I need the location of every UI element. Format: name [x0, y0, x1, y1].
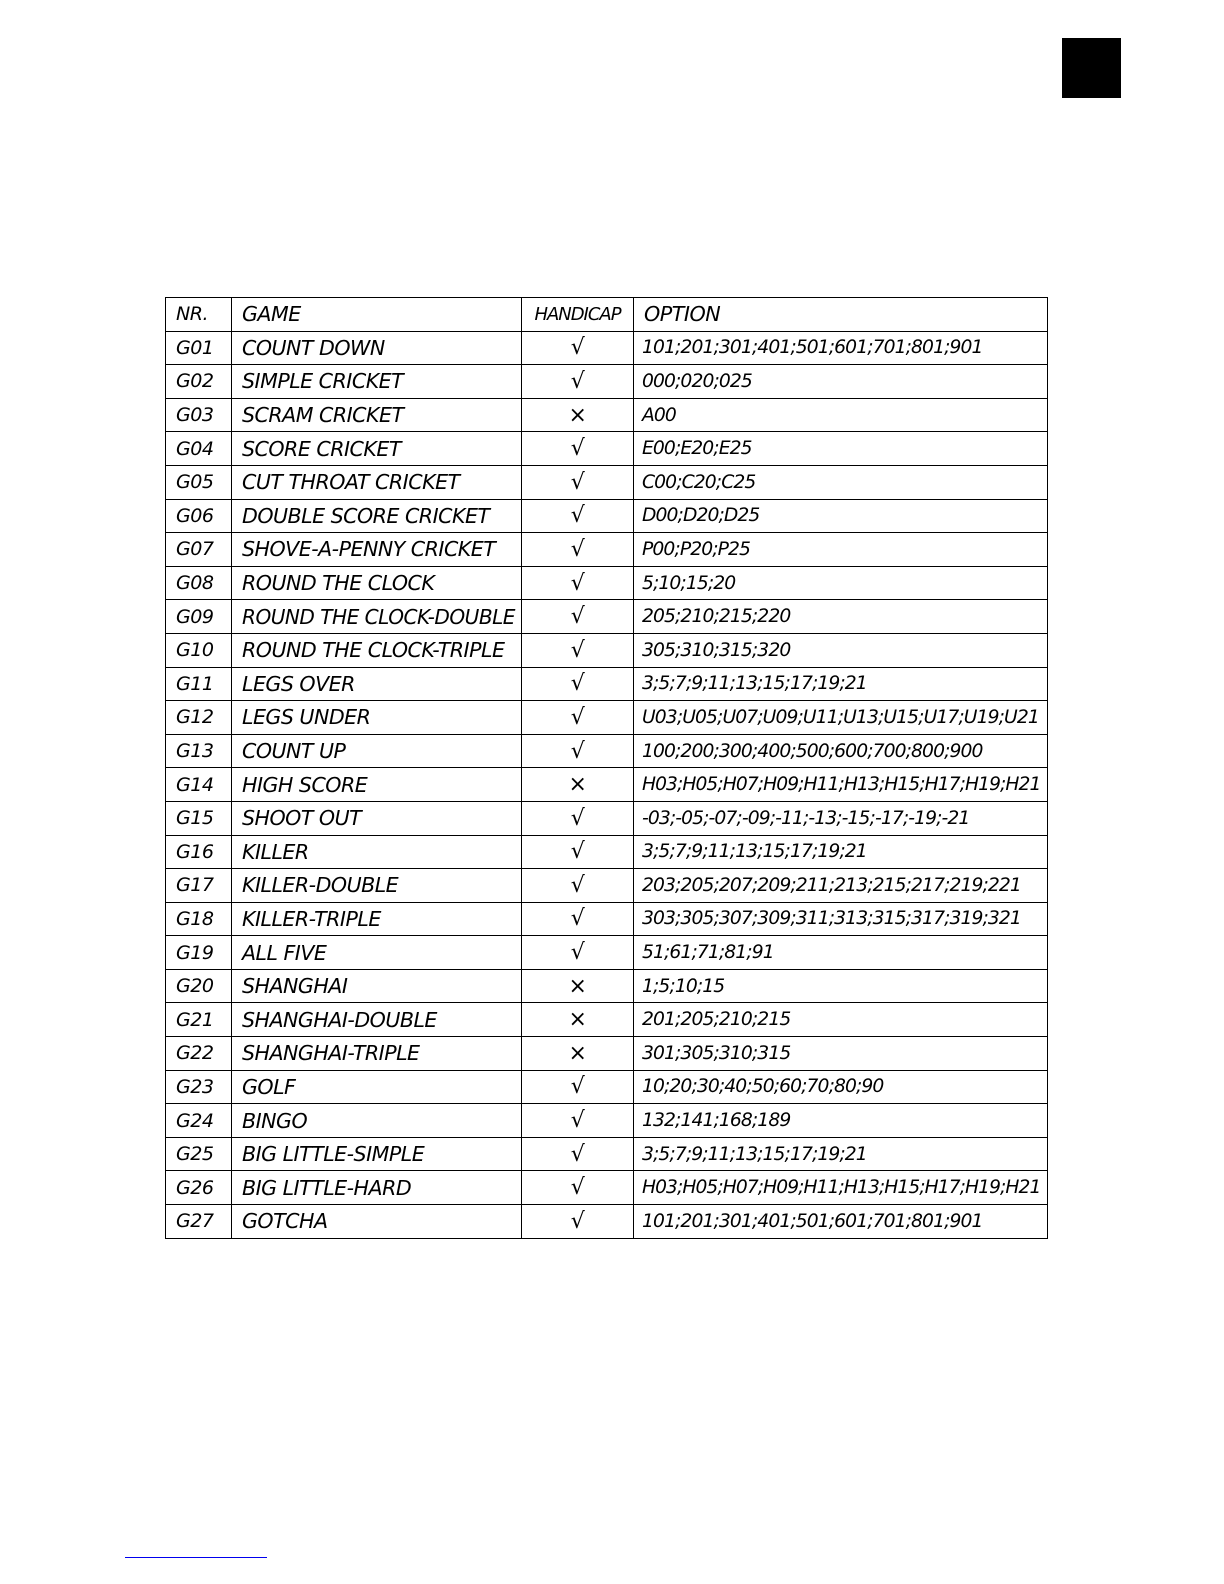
game-number-cell: G22	[166, 1037, 232, 1071]
game-number-cell: G24	[166, 1104, 232, 1138]
game-number-cell: G02	[166, 365, 232, 399]
handicap-mark: ×	[568, 772, 587, 798]
handicap-cell	[522, 1003, 634, 1037]
option-cell: 305;310;315;320	[634, 633, 1048, 667]
option-cell: 301;305;310;315	[634, 1037, 1048, 1071]
handicap-mark: ×	[568, 1040, 587, 1066]
table-row	[166, 1037, 1048, 1071]
handicap-cell	[522, 768, 634, 802]
table-row	[166, 566, 1048, 600]
game-number-cell: G11	[166, 667, 232, 701]
handicap-mark: ×	[568, 1007, 587, 1033]
game-name-cell: COUNT UP	[232, 734, 522, 768]
handicap-cell	[522, 533, 634, 567]
handicap-mark: √	[570, 469, 585, 495]
game-number-cell: G18	[166, 902, 232, 936]
handicap-mark: √	[570, 940, 585, 966]
game-number-cell: G20	[166, 969, 232, 1003]
table-row	[166, 734, 1048, 768]
table-row	[166, 1137, 1048, 1171]
game-options-table	[165, 297, 1048, 1239]
game-name-cell: ROUND THE CLOCK-TRIPLE	[232, 633, 522, 667]
handicap-mark: √	[570, 368, 585, 394]
game-name-cell: KILLER-TRIPLE	[232, 902, 522, 936]
game-number-cell: G12	[166, 701, 232, 735]
table-row	[166, 667, 1048, 701]
table-row	[166, 768, 1048, 802]
game-name-cell: DOUBLE SCORE CRICKET	[232, 499, 522, 533]
game-name-cell: SHOVE-A-PENNY CRICKET	[232, 533, 522, 567]
game-number-cell: G27	[166, 1205, 232, 1239]
game-name-cell: BINGO	[232, 1104, 522, 1138]
table-row	[166, 936, 1048, 970]
header-option: OPTION	[634, 298, 1048, 332]
game-name-cell: GOTCHA	[232, 1205, 522, 1239]
game-name-cell: SCRAM CRICKET	[232, 398, 522, 432]
table-row	[166, 365, 1048, 399]
option-cell: -03;-05;-07;-09;-11;-13;-15;-17;-19;-21	[634, 801, 1048, 835]
handicap-mark: √	[570, 335, 585, 361]
game-name-cell: SHANGHAI-DOUBLE	[232, 1003, 522, 1037]
game-name-cell: LEGS UNDER	[232, 701, 522, 735]
table-row	[166, 701, 1048, 735]
table-row	[166, 1104, 1048, 1138]
game-number-cell: G14	[166, 768, 232, 802]
game-number-cell: G09	[166, 600, 232, 634]
handicap-mark: √	[570, 1208, 585, 1234]
footnote-separator	[125, 1557, 267, 1558]
game-name-cell: HIGH SCORE	[232, 768, 522, 802]
option-cell: A00	[634, 398, 1048, 432]
handicap-mark: √	[570, 570, 585, 596]
option-cell: 51;61;71;81;91	[634, 936, 1048, 970]
handicap-cell	[522, 1137, 634, 1171]
handicap-cell	[522, 902, 634, 936]
handicap-cell	[522, 1070, 634, 1104]
game-number-cell: G19	[166, 936, 232, 970]
handicap-cell	[522, 600, 634, 634]
game-name-cell: LEGS OVER	[232, 667, 522, 701]
option-cell: 10;20;30;40;50;60;70;80;90	[634, 1070, 1048, 1104]
game-number-cell: G08	[166, 566, 232, 600]
handicap-mark: √	[570, 839, 585, 865]
handicap-mark: √	[570, 738, 585, 764]
game-number-cell: G05	[166, 465, 232, 499]
handicap-cell	[522, 835, 634, 869]
game-name-cell: SHOOT OUT	[232, 801, 522, 835]
handicap-mark: √	[570, 1141, 585, 1167]
table-row	[166, 835, 1048, 869]
table-header-row	[166, 298, 1048, 332]
handicap-cell	[522, 566, 634, 600]
game-name-cell: COUNT DOWN	[232, 331, 522, 365]
handicap-mark: √	[570, 906, 585, 932]
game-number-cell: G25	[166, 1137, 232, 1171]
game-name-cell: BIG LITTLE-SIMPLE	[232, 1137, 522, 1171]
game-name-cell: GOLF	[232, 1070, 522, 1104]
handicap-cell	[522, 667, 634, 701]
option-cell: 3;5;7;9;11;13;15;17;19;21	[634, 667, 1048, 701]
game-number-cell: G21	[166, 1003, 232, 1037]
table-row	[166, 465, 1048, 499]
game-number-cell: G07	[166, 533, 232, 567]
option-cell: 101;201;301;401;501;601;701;801;901	[634, 331, 1048, 365]
game-name-cell: ROUND THE CLOCK	[232, 566, 522, 600]
game-name-cell: SIMPLE CRICKET	[232, 365, 522, 399]
handicap-cell	[522, 969, 634, 1003]
table-row	[166, 331, 1048, 365]
game-number-cell: G16	[166, 835, 232, 869]
option-cell: 132;141;168;189	[634, 1104, 1048, 1138]
option-cell: 3;5;7;9;11;13;15;17;19;21	[634, 835, 1048, 869]
handicap-cell	[522, 801, 634, 835]
table-row	[166, 398, 1048, 432]
game-name-cell: BIG LITTLE-HARD	[232, 1171, 522, 1205]
handicap-cell	[522, 633, 634, 667]
handicap-mark: √	[570, 1175, 585, 1201]
handicap-mark: √	[570, 637, 585, 663]
option-cell: P00;P20;P25	[634, 533, 1048, 567]
table-row	[166, 902, 1048, 936]
option-cell: 000;020;025	[634, 365, 1048, 399]
handicap-cell	[522, 398, 634, 432]
option-cell: 3;5;7;9;11;13;15;17;19;21	[634, 1137, 1048, 1171]
handicap-cell	[522, 734, 634, 768]
handicap-mark: ×	[568, 402, 587, 428]
game-name-cell: ROUND THE CLOCK-DOUBLE	[232, 600, 522, 634]
option-cell: C00;C20;C25	[634, 465, 1048, 499]
handicap-cell	[522, 701, 634, 735]
header-handicap: HANDICAP	[522, 298, 634, 332]
handicap-mark: √	[570, 536, 585, 562]
game-number-cell: G01	[166, 331, 232, 365]
table-row	[166, 600, 1048, 634]
handicap-cell	[522, 499, 634, 533]
table-row	[166, 1205, 1048, 1239]
handicap-mark: √	[570, 1108, 585, 1134]
game-number-cell: G26	[166, 1171, 232, 1205]
option-cell: 101;201;301;401;501;601;701;801;901	[634, 1205, 1048, 1239]
handicap-mark: √	[570, 805, 585, 831]
handicap-mark: √	[570, 604, 585, 630]
table-row	[166, 869, 1048, 903]
option-cell: 203;205;207;209;211;213;215;217;219;221	[634, 869, 1048, 903]
handicap-cell	[522, 432, 634, 466]
handicap-cell	[522, 1205, 634, 1239]
game-number-cell: G04	[166, 432, 232, 466]
handicap-mark: √	[570, 671, 585, 697]
option-cell: 1;5;10;15	[634, 969, 1048, 1003]
table-row	[166, 1003, 1048, 1037]
game-name-cell: KILLER	[232, 835, 522, 869]
option-cell: D00;D20;D25	[634, 499, 1048, 533]
option-cell: 5;10;15;20	[634, 566, 1048, 600]
game-number-cell: G13	[166, 734, 232, 768]
option-cell: E00;E20;E25	[634, 432, 1048, 466]
table-row	[166, 1070, 1048, 1104]
handicap-cell	[522, 1104, 634, 1138]
table-row	[166, 499, 1048, 533]
game-number-cell: G15	[166, 801, 232, 835]
option-cell: H03;H05;H07;H09;H11;H13;H15;H17;H19;H21	[634, 1171, 1048, 1205]
handicap-cell	[522, 1037, 634, 1071]
handicap-mark: √	[570, 436, 585, 462]
option-cell: 205;210;215;220	[634, 600, 1048, 634]
handicap-cell	[522, 365, 634, 399]
option-cell: 201;205;210;215	[634, 1003, 1048, 1037]
game-number-cell: G10	[166, 633, 232, 667]
handicap-mark: √	[570, 872, 585, 898]
game-name-cell: SHANGHAI-TRIPLE	[232, 1037, 522, 1071]
header-nr: NR.	[166, 298, 232, 332]
handicap-cell	[522, 465, 634, 499]
handicap-cell	[522, 936, 634, 970]
page-corner-tab	[1062, 38, 1121, 98]
option-cell: H03;H05;H07;H09;H11;H13;H15;H17;H19;H21	[634, 768, 1048, 802]
option-cell: 100;200;300;400;500;600;700;800;900	[634, 734, 1048, 768]
game-number-cell: G06	[166, 499, 232, 533]
game-number-cell: G17	[166, 869, 232, 903]
option-cell: 303;305;307;309;311;313;315;317;319;321	[634, 902, 1048, 936]
table-row	[166, 432, 1048, 466]
game-name-cell: CUT THROAT CRICKET	[232, 465, 522, 499]
handicap-mark: ×	[568, 973, 587, 999]
table-row	[166, 969, 1048, 1003]
game-number-cell: G03	[166, 398, 232, 432]
handicap-mark: √	[570, 1074, 585, 1100]
game-number-cell: G23	[166, 1070, 232, 1104]
table-row	[166, 801, 1048, 835]
handicap-cell	[522, 1171, 634, 1205]
handicap-cell	[522, 331, 634, 365]
handicap-mark: √	[570, 503, 585, 529]
game-name-cell: ALL FIVE	[232, 936, 522, 970]
game-name-cell: SCORE CRICKET	[232, 432, 522, 466]
table-row	[166, 633, 1048, 667]
option-cell: U03;U05;U07;U09;U11;U13;U15;U17;U19;U21	[634, 701, 1048, 735]
table-row	[166, 533, 1048, 567]
header-game: GAME	[232, 298, 522, 332]
handicap-cell	[522, 869, 634, 903]
handicap-mark: √	[570, 704, 585, 730]
game-name-cell: SHANGHAI	[232, 969, 522, 1003]
table-row	[166, 1171, 1048, 1205]
game-name-cell: KILLER-DOUBLE	[232, 869, 522, 903]
